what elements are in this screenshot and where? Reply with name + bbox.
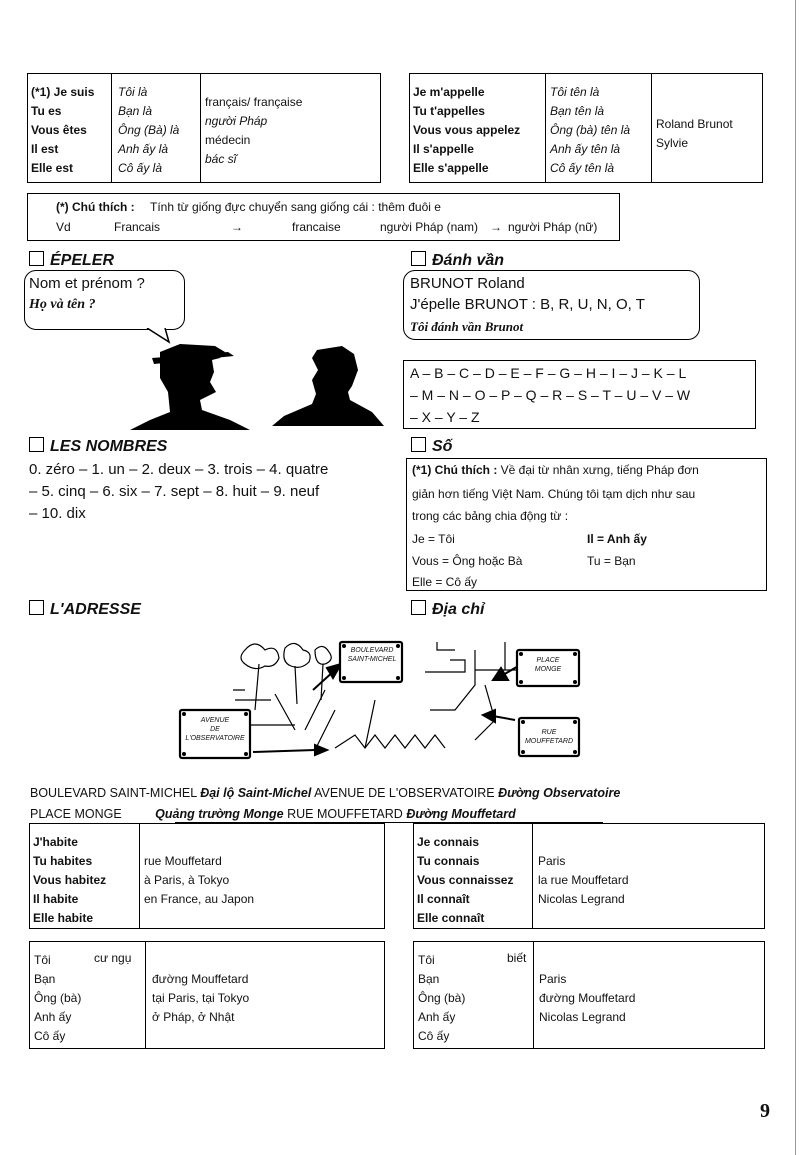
sign-bd-line1: BOULEVARD (350, 647, 394, 654)
sign-boulevard (341, 646, 403, 664)
caption-rue: RUE MOUFFETARD (287, 807, 403, 821)
nombres-line3: – 10. dix (29, 505, 86, 522)
note2-tu: Tu = Bạn (587, 554, 636, 568)
pronoun-note-box (406, 458, 767, 591)
appeler-vi-1: Tôi tên là (550, 85, 600, 99)
sign-pl-line2: MONGE (534, 666, 562, 673)
note-vd-3: người Pháp (nam) (380, 220, 478, 234)
appeler-vi-2: Bạn tên là (550, 104, 605, 118)
caption-bd-vi: Đại lộ Saint-Michel (200, 786, 312, 800)
bubble-left-line2: Họ và tên ? (29, 297, 96, 312)
speech-bubble-right (403, 270, 700, 340)
sign-place (517, 656, 579, 674)
note-arrow-1: → (231, 220, 243, 234)
habiter-vi-complements (152, 951, 249, 1027)
appeler-vi-3: Ông (bà) tên là (550, 123, 631, 137)
etre-comp-1: français/ française (205, 95, 303, 109)
sign-av-line2: DE (210, 726, 220, 733)
caption-line1 (30, 786, 620, 800)
sign-avenue (180, 716, 250, 743)
habiter-vi-comp-1: đường Mouffetard (152, 972, 249, 986)
dia-chi-checkbox (411, 600, 426, 615)
bubble-right-line2: J'épelle BRUNOT : B, R, U, N, O, T (410, 296, 645, 313)
sign-av-line1: AVENUE (200, 717, 230, 724)
habiter-vi-pronouns (34, 951, 81, 1046)
so-heading: Số (411, 437, 452, 456)
habiter-vi-ong: Ông (bà) (34, 991, 82, 1005)
sign-bd-line2: SAINT-MICHEL (347, 656, 397, 663)
appeler-vous: Vous vous appelez (413, 123, 521, 137)
alphabet-line3: – X – Y – Z (410, 409, 480, 425)
caption-pl: PLACE MONGE (30, 807, 122, 821)
note-vd-2: francaise (292, 220, 341, 234)
note-arrow-2: → (490, 220, 502, 234)
connaitre-fr-pronouns (417, 833, 513, 928)
connaitre-vous: Vous connaissez (417, 873, 514, 887)
connaitre-vi-comp-2: đường Mouffetard (539, 991, 636, 1005)
page-number: 9 (760, 1100, 770, 1122)
connaitre-fr-divider (532, 823, 533, 929)
connaitre-vi-divider (533, 941, 534, 1049)
adresse-heading: L'ADRESSE (29, 600, 141, 619)
note2-text1: Về đại từ nhân xưng, tiếng Pháp đơn (500, 463, 699, 477)
connaitre-vi-complements (539, 951, 635, 1027)
habiter-comp-3: en France, au Japon (144, 892, 255, 906)
connaitre-vi-toi: Tôi (418, 953, 435, 967)
sign-rue-line2: MOUFFETARD (524, 738, 574, 745)
connaitre-elle: Elle connaît (417, 911, 485, 925)
connaitre-comp-1: Paris (538, 854, 566, 868)
sign-rue-line1: RUE (541, 729, 557, 736)
appeler-col-divider-1 (545, 73, 546, 183)
connaitre-vi-ong: Ông (bà) (418, 991, 466, 1005)
habiter-vous: Vous habitez (33, 873, 107, 887)
alphabet-line2: – M – N – O – P – Q – R – S – T – U – V – W (410, 387, 691, 403)
etre-vi (118, 83, 179, 178)
caption-av: AVENUE DE L'OBSERVATOIRE (314, 786, 495, 800)
note-vd-1: Francais (114, 220, 161, 234)
note2-vous: Vous = Ông hoặc Bà (412, 554, 523, 568)
so-checkbox (411, 437, 426, 452)
caption-av-vi: Đường Observatoire (498, 786, 621, 800)
etre-col-divider-2 (200, 73, 201, 183)
habiter-vi-comp-3: ở Pháp, ở Nhật (152, 1010, 235, 1024)
etre-comp-4: bác sĩ (205, 152, 237, 166)
etre-vi-1: Tôi là (118, 85, 148, 99)
connaitre-tu: Tu connais (417, 854, 480, 868)
etre-il: Il est (31, 142, 59, 156)
connaitre-vi-comp-0 (539, 951, 635, 970)
appeler-tu: Tu t'appelles (413, 104, 485, 118)
epeler-checkbox (29, 251, 44, 266)
connaitre-comp-0 (538, 833, 629, 852)
alphabet-box (403, 360, 756, 429)
etre-vi-2: Bạn là (118, 104, 153, 118)
caption-bd: BOULEVARD SAINT-MICHEL (30, 786, 197, 800)
habiter-fr-pronouns (33, 833, 106, 928)
habiter-comp-1: rue Mouffetard (144, 854, 222, 868)
connaitre-vi-ban: Bạn (418, 972, 440, 986)
etre-tu: Tu es (31, 104, 62, 118)
etre-comp-2: người Pháp (205, 114, 268, 128)
nombres-text (29, 459, 328, 525)
note2-elle: Elle = Cô ấy (412, 575, 478, 589)
note2-text3: trong các bảng chia động từ : (412, 509, 569, 523)
note-label: (*) Chú thích : (56, 200, 135, 214)
sign-pl-line1: PLACE (536, 657, 560, 664)
appeler-il: Il s'appelle (413, 142, 474, 156)
habiter-il: Il habite (33, 892, 79, 906)
appeler-je: Je m'appelle (413, 85, 485, 99)
etre-pronouns (31, 83, 94, 178)
habiter-comp-2: à Paris, à Tokyo (144, 873, 230, 887)
appeler-elle: Elle s'appelle (413, 161, 489, 175)
bubble-left-line1: Nom et prénom ? (29, 275, 145, 292)
habiter-vi-verb: cư ngụ (94, 951, 132, 965)
habiter-vi-ban: Bạn (34, 972, 56, 986)
note-vd-label: Vd (56, 220, 71, 234)
habiter-tu: Tu habites (33, 854, 93, 868)
appeler-names (656, 115, 733, 153)
habiter-vi-divider (145, 941, 146, 1049)
etre-comp-3: médecin (205, 133, 251, 147)
danh-van-checkbox (411, 251, 426, 266)
etre-vi-5: Cô ấy là (118, 161, 163, 175)
appeler-vi-4: Anh ấy tên là (550, 142, 621, 156)
appeler-vi-5: Cô ấy tên là (550, 161, 615, 175)
nombres-line1: 0. zéro – 1. un – 2. deux – 3. trois – 4. quatre (29, 461, 329, 478)
connaitre-vi-anh: Anh ấy (418, 1010, 456, 1024)
connaitre-comp-3: Nicolas Legrand (538, 892, 625, 906)
connaitre-je: Je connais (417, 835, 480, 849)
adresse-checkbox (29, 600, 44, 615)
habiter-vi-comp-0 (152, 951, 249, 970)
sign-rue (519, 728, 579, 746)
bubble-right-line3: Tôi đánh vần Brunot (410, 319, 524, 334)
speech-bubble-left (24, 270, 185, 330)
connaitre-fr-complements (538, 833, 629, 909)
connaitre-vi-verb: biết (507, 951, 527, 965)
connaitre-vi-comp-3: Nicolas Legrand (539, 1010, 626, 1024)
habiter-je: J'habite (33, 835, 78, 849)
habiter-fr-complements (144, 833, 254, 909)
epeler-heading: ÉPELER (29, 251, 114, 270)
appeler-name-1: Roland Brunot (656, 117, 733, 131)
etre-vi-4: Anh ấy là (118, 142, 169, 156)
note2-je: Je = Tôi (412, 532, 455, 546)
etre-elle: Elle est (31, 161, 74, 175)
appeler-col-divider-2 (651, 73, 652, 183)
page-edge-line (795, 0, 796, 1155)
caption-line2 (30, 807, 516, 821)
habiter-vi-anh: Anh ấy (34, 1010, 72, 1024)
nombres-heading: LES NOMBRES (29, 437, 167, 456)
bubble-right-line1: BRUNOT Roland (410, 275, 525, 292)
connaitre-il: Il connaît (417, 892, 470, 906)
nombres-line2: – 5. cinq – 6. six – 7. sept – 8. huit – 9. neuf (29, 483, 320, 500)
nombres-checkbox (29, 437, 44, 452)
etre-vi-3: Ông (Bà) là (118, 123, 180, 137)
note-vd-4: người Pháp (nữ) (508, 220, 598, 234)
etre-col-divider-1 (111, 73, 112, 183)
habiter-vi-comp-2: tại Paris, tại Tokyo (152, 991, 250, 1005)
habiter-vi-co: Cô ấy (34, 1029, 66, 1043)
caption-pl-vi: Quảng trường Monge (155, 807, 284, 821)
habiter-comp-0 (144, 833, 254, 852)
etre-complements (205, 93, 302, 169)
appeler-name-2: Sylvie (656, 136, 689, 150)
etre-je: (*1) Je suis (31, 85, 95, 99)
note2-label: (*1) Chú thích : (412, 463, 498, 477)
connaitre-vi-co: Cô ấy (418, 1029, 450, 1043)
connaitre-vi-comp-1: Paris (539, 972, 567, 986)
appeler-vi (550, 83, 630, 178)
silhouette-man-bald (272, 340, 387, 430)
note-text: Tính từ giống đực chuyển sang giống cái : thêm đuôi e (150, 200, 441, 214)
dia-chi-heading: Địa chỉ (411, 600, 484, 619)
habiter-fr-divider (139, 823, 140, 929)
connaitre-vi-pronouns (418, 951, 465, 1046)
caption-rue-vi: Đường Mouffetard (406, 807, 516, 821)
danh-van-heading: Đánh vần (411, 251, 504, 270)
sign-av-line3: L'OBSERVATOIRE (185, 735, 245, 742)
appeler-pronouns (413, 83, 520, 178)
habiter-vi-toi: Tôi (34, 953, 51, 967)
habiter-elle: Elle habite (33, 911, 94, 925)
silhouette-man-hat (130, 332, 255, 432)
etre-vous: Vous êtes (31, 123, 87, 137)
connaitre-comp-2: la rue Mouffetard (538, 873, 629, 887)
note-box (27, 193, 620, 241)
alphabet-line1: A – B – C – D – E – F – G – H – I – J – K – L (410, 365, 687, 381)
note2-il: Il = Anh ấy (587, 532, 647, 546)
note2-text2: giản hơn tiếng Việt Nam. Chúng tôi tạm dịch như sau (412, 487, 696, 501)
